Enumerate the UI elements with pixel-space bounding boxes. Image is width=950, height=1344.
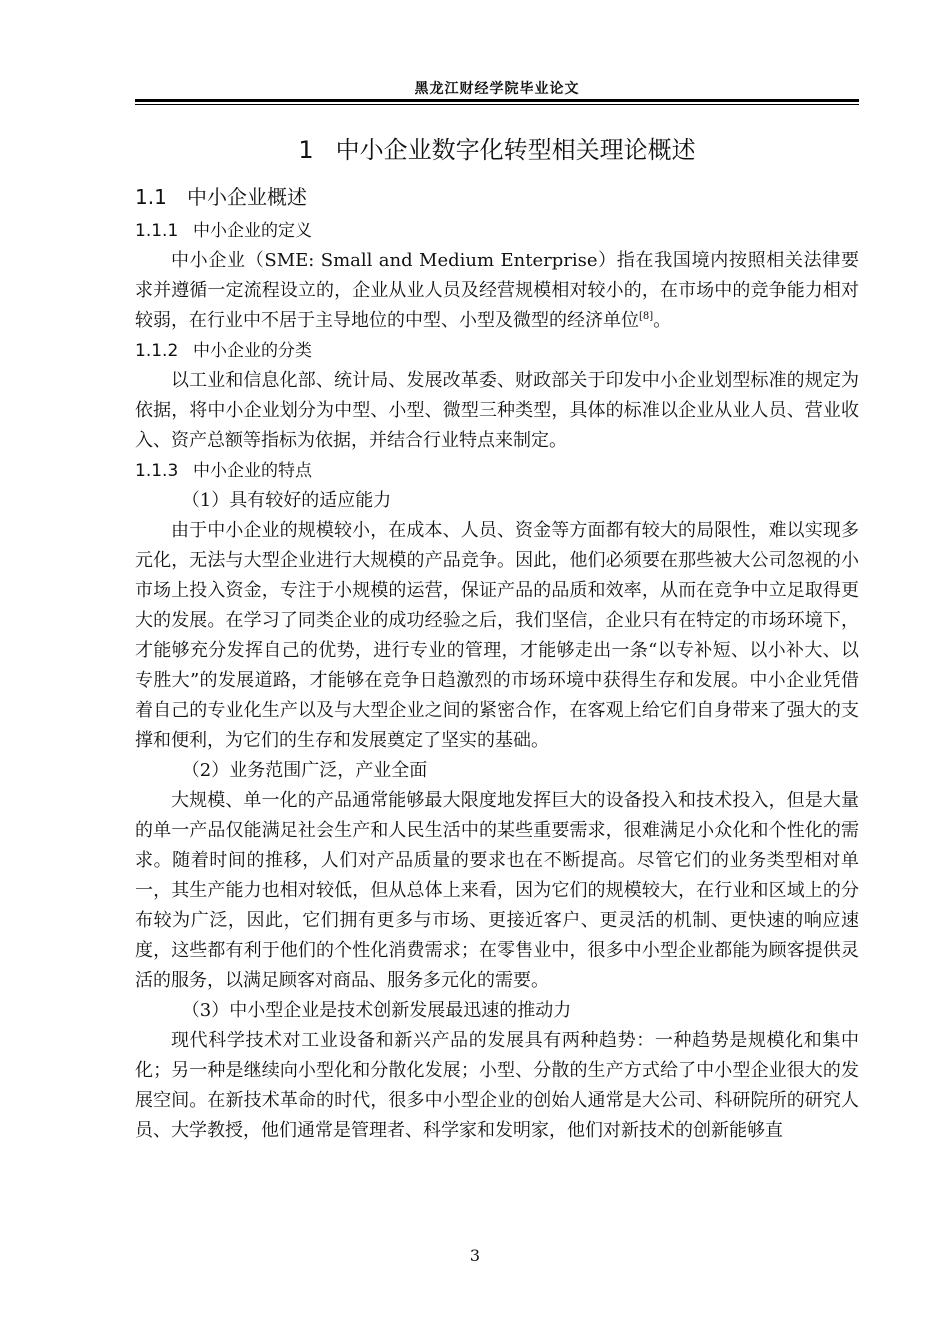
section-title: 中小企业概述 bbox=[187, 185, 307, 209]
paragraph-definition: 中小企业（SME: Small and Medium Enterprise）指在我国境内按照相关法律要求并遵循一定流程设立的，企业从业人员及经营规模相对较小的，在市场中的竞争能力相对较弱，在行业中不居于主导地位的中型、小型及微型的经济单位[8]。 bbox=[135, 250, 859, 331]
item-title-3: （3）中小型企业是技术创新发展最迅速的推动力 bbox=[181, 1000, 572, 1021]
subsection-title: 中小企业的特点 bbox=[193, 461, 312, 481]
section-heading bbox=[135, 180, 859, 214]
subsection-number: 1.1.1 bbox=[135, 221, 179, 241]
subsection-heading-classification bbox=[135, 336, 859, 366]
page-number: 3 bbox=[469, 1246, 481, 1265]
running-header: 黑龙江财经学院毕业论文 bbox=[414, 81, 580, 97]
subsection-heading-definition bbox=[135, 216, 859, 246]
paragraph-classification: 以工业和信息化部、统计局、发展改革委、财政部关于印发中小企业划型标准的规定为依据，将中小企业划分为中型、小型、微型三种类型，具体的标准以企业从业人员、营业收入、资产总额等指标为依据，并结合行业特点来制定。 bbox=[135, 370, 859, 451]
paragraph-item-2: 大规模、单一化的产品通常能够最大限度地发挥巨大的设备投入和技术投入，但是大量的单一产品仅能满足社会生产和人民生活中的某些重要需求，很难满足小众化和个性化的需求。随着时间的推移，人们对产品质量的要求也在不断提高。尽管它们的业务类型相对单一，其生产能力也相对较低，但从总体上来看，因为它们的规模较大，在行业和区域上的分布较为广泛，因此，它们拥有更多与市场、更接近客户、更灵活的机制、更快速的响应速度，这些都有利于他们的个性化消费需求；在零售业中，很多中小型企业都能为顾客提供灵活的服务，以满足顾客对商品、服务多元化的需要。 bbox=[135, 790, 859, 991]
citation: [8] bbox=[639, 311, 654, 322]
item-title-1: （1）具有较好的适应能力 bbox=[181, 490, 392, 511]
paragraph-item-1: 由于中小企业的规模较小，在成本、人员、资金等方面都有较大的局限性，难以实现多元化，无法与大型企业进行大规模的产品竞争。因此，他们必须要在那些被大公司忽视的小市场上投入资金，专注于小规模的运营，保证产品的品质和效率，从而在竞争中立足取得更大的发展。在学习了同类企业的成功经验之后，我们坚信，企业只有在特定的市场环境下，才能够充分发挥自己的优势，进行专业的管理，才能够走出一条“以专补短、以小补大、以专胜大”的发展道路，才能够在竞争日趋激烈的市场环境中获得生存和发展。中小企业凭借着自己的专业化生产以及与大型企业之间的紧密合作，在客观上给它们自身带来了强大的支撑和便利，为它们的生存和发展奠定了坚实的基础。 bbox=[135, 520, 859, 751]
paragraph-item-3: 现代科学技术对工业设备和新兴产品的发展具有两种趋势：一种趋势是规模化和集中化；另一种是继续向小型化和分散化发展；小型、分散的生产方式给了中小型企业很大的发展空间。在新技术革命的时代，很多中小型企业的创始人通常是大公司、科研院所的研究人员、大学教授，他们通常是管理者、科学家和发明家，他们对新技术的创新能够直 bbox=[135, 1030, 859, 1141]
header-rule-thin bbox=[135, 104, 859, 105]
body-text bbox=[135, 130, 859, 1146]
chapter-title: 中小企业数字化转型相关理论概述 bbox=[335, 136, 696, 164]
subsection-number: 1.1.3 bbox=[135, 461, 179, 481]
chapter-heading bbox=[135, 130, 859, 170]
subsection-title: 中小企业的定义 bbox=[193, 221, 312, 241]
subsection-title: 中小企业的分类 bbox=[193, 341, 312, 361]
header-rule-thick bbox=[135, 99, 859, 102]
subsection-heading-characteristics bbox=[135, 456, 859, 486]
subsection-number: 1.1.2 bbox=[135, 341, 179, 361]
section-number: 1.1 bbox=[135, 185, 167, 209]
item-title-2: （2）业务范围广泛，产业全面 bbox=[181, 760, 428, 781]
chapter-number: 1 bbox=[298, 136, 314, 164]
